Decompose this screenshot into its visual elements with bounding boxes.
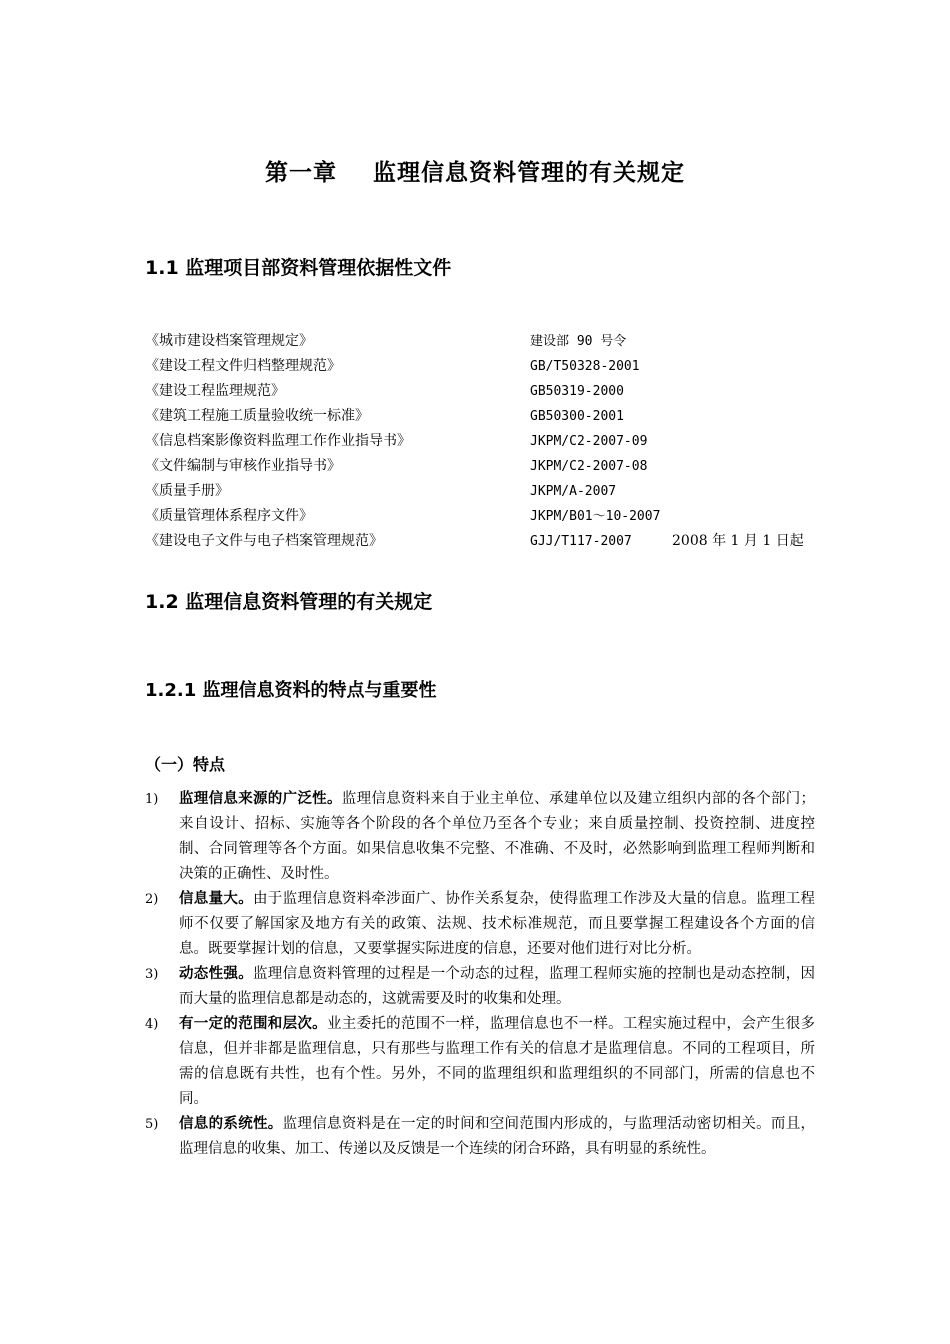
reference-name: 《文件编制与审核作业指导书》 xyxy=(145,458,341,474)
reference-code: JKPM/C2-2007-08 xyxy=(530,459,648,474)
item-number: 5) xyxy=(145,1117,159,1132)
reference-code: JKPM/B01～10-2007 xyxy=(530,509,661,524)
reference-code: 建设部 90 号令 xyxy=(530,334,627,349)
reference-name: 《建筑工程施工质量验收统一标准》 xyxy=(145,408,369,424)
item-text: 业主委托的范围不一样，监理信息也不一样。工程实施过程中，会产生很多信息，但并非都是监理信息，只有那些与监理工作有关的信息才是监理信息。不同的工程项目，所需的信息既有共性，也有个性。另外，不同的监理组织和监理组织的不同部门，所需的信息也不同。 xyxy=(179,1016,816,1107)
reference-code: GJJ/T117-2007 xyxy=(530,534,632,549)
section-heading-1-2-1: 1.2.1 监理信息资料的特点与重要性 xyxy=(145,680,437,701)
section-heading-1-1: 1.1 监理项目部资料管理依据性文件 xyxy=(145,257,452,279)
list-item xyxy=(145,887,815,962)
reference-code: GB/T50328-2001 xyxy=(530,359,640,374)
feature-list xyxy=(145,787,815,1162)
reference-name: 《质量手册》 xyxy=(145,483,229,499)
reference-row xyxy=(145,404,825,429)
reference-row xyxy=(145,329,825,354)
reference-code: JKPM/C2-2007-09 xyxy=(530,434,648,449)
item-number: 2) xyxy=(145,892,159,907)
item-text: 监理信息资料来自于业主单位、承建单位以及建立组织内部的各个部门；来自设计、招标、实施等各个阶段的各个单位乃至各个专业；来自质量控制、投资控制、进度控制、合同管理等各个方面。如果信息收集不完整、不准确、不及时，必然影响到监理工程师判断和决策的正确性、及时性。 xyxy=(179,791,816,882)
item-lead: 信息的系统性。 xyxy=(179,1116,283,1132)
item-text: 监理信息资料是在一定的时间和空间范围内形成的，与监理活动密切相关。而且，监理信息的收集、加工、传递以及反馈是一个连续的闭合环路，具有明显的系统性。 xyxy=(179,1116,816,1157)
list-item xyxy=(145,787,815,887)
list-item xyxy=(145,1012,815,1112)
item-number: 3) xyxy=(145,967,159,982)
reference-name: 《建设工程文件归档整理规范》 xyxy=(145,358,341,374)
reference-code: GB50300-2001 xyxy=(530,409,624,424)
list-item xyxy=(145,962,815,1012)
reference-list xyxy=(145,329,825,554)
reference-row xyxy=(145,504,825,529)
reference-effective-date: 2008 年 1 月 1 日起 xyxy=(672,533,804,549)
item-number: 4) xyxy=(145,1017,159,1032)
section-heading-1-2: 1.2 监理信息资料管理的有关规定 xyxy=(145,591,433,613)
item-text: 由于监理信息资料牵涉面广、协作关系复杂，使得监理工作涉及大量的信息。监理工程师不仅要了解国家及地方有关的政策、法规、技术标准规范，而且要掌握工程建设各个方面的信息。既要掌握计划的信息，又要掌握实际进度的信息，还要对他们进行对比分析。 xyxy=(179,891,816,957)
reference-name: 《建设工程监理规范》 xyxy=(145,383,285,399)
reference-row xyxy=(145,479,825,504)
item-lead: 监理信息来源的广泛性。 xyxy=(179,791,342,807)
item-number: 1) xyxy=(145,792,159,807)
reference-code: GB50319-2000 xyxy=(530,384,624,399)
reference-row xyxy=(145,354,825,379)
reference-code: JKPM/A-2007 xyxy=(530,484,617,499)
subheading-features: （一）特点 xyxy=(145,755,226,774)
item-lead: 信息量大。 xyxy=(179,891,253,907)
reference-row xyxy=(145,429,825,454)
reference-row xyxy=(145,529,825,554)
item-lead: 有一定的范围和层次。 xyxy=(179,1016,327,1032)
chapter-title: 第一章 监理信息资料管理的有关规定 xyxy=(264,160,686,186)
reference-name: 《质量管理体系程序文件》 xyxy=(145,508,313,524)
item-text: 监理信息资料管理的过程是一个动态的过程，监理工程师实施的控制也是动态控制，因而大量的监理信息都是动态的，这就需要及时的收集和处理。 xyxy=(179,966,816,1007)
item-lead: 动态性强。 xyxy=(179,966,253,982)
reference-row xyxy=(145,379,825,404)
reference-name: 《城市建设档案管理规定》 xyxy=(145,333,313,349)
list-item xyxy=(145,1112,815,1162)
reference-row xyxy=(145,454,825,479)
reference-name: 《信息档案影像资料监理工作作业指导书》 xyxy=(145,433,411,449)
reference-name: 《建设电子文件与电子档案管理规范》 xyxy=(145,533,383,549)
